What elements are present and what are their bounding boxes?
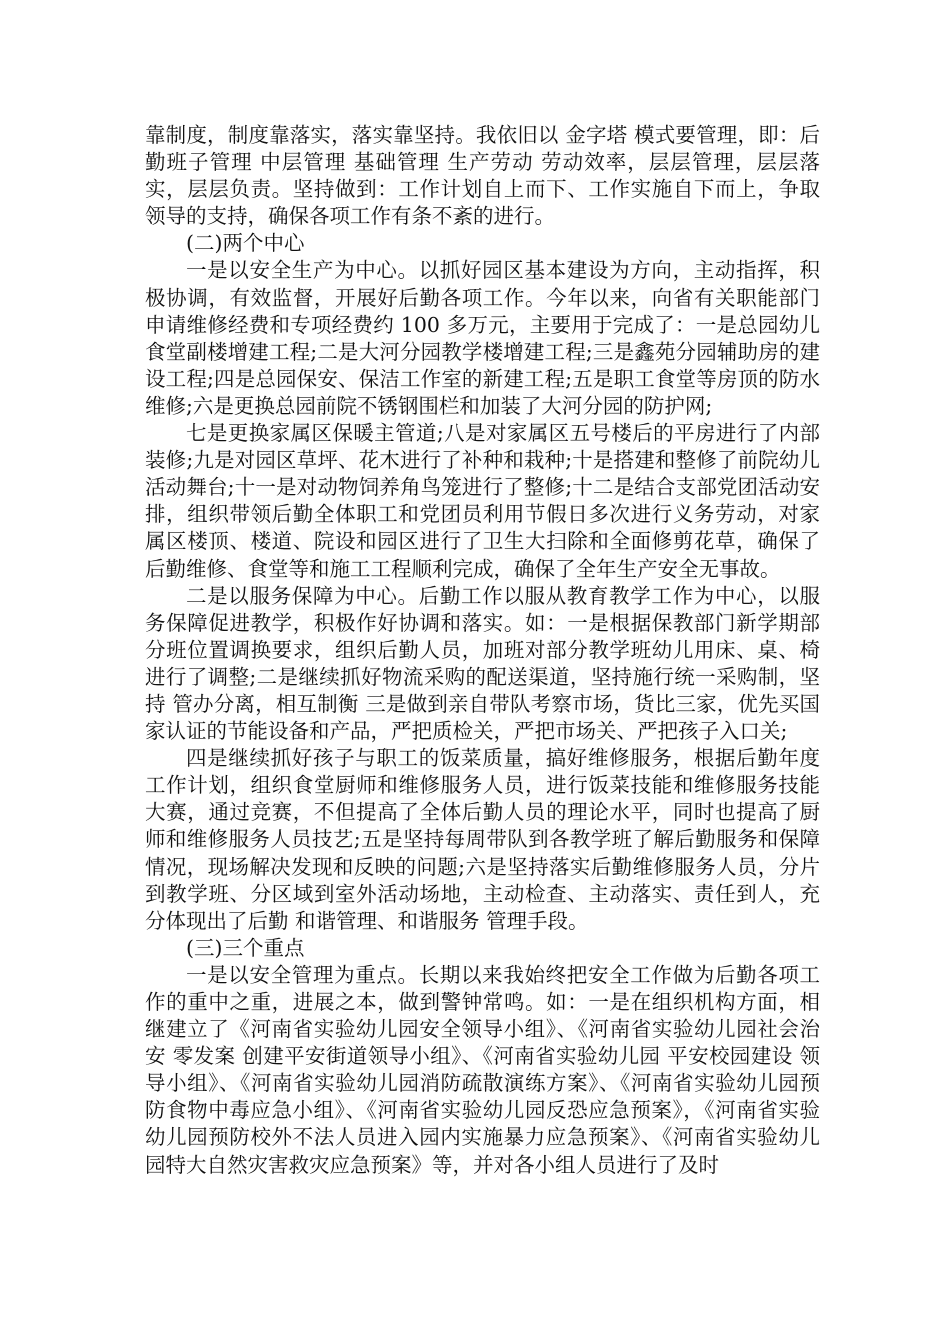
paragraph-safety-production: 一是以安全生产为中心。以抓好园区基本建设为方向，主动指挥，积极协调，有效监督，开展好后勤各项工作。今年以来，向省有关职能部门申请维修经费和专项经费约 100 多万元，主要用于完成了：一是总园幼儿食堂副楼增建工程;二是大河分园教学楼增建工程;三是鑫苑分园辅助房的建设工程;四是总园保安、保洁工作室的新建工程;五是职工食堂等房顶的防水维修;六是更换总园前院不锈钢围栏和加装了大河分园的防护网;: [145, 258, 820, 418]
paragraph-continuation: 靠制度，制度靠落实，落实靠坚持。我依旧以 金字塔 模式要管理，即：后勤班子管理 中层管理 基础管理 生产劳动 劳动效率，层层管理，层层落实，层层负责。坚持做到：工作计划自上而下、工作实施自下而上，争取领导的支持，确保各项工作有条不紊的进行。: [145, 123, 820, 229]
paragraph-safety-management: 一是以安全管理为重点。长期以来我始终把安全工作做为后勤各项工作的重中之重，进展之本，做到警钟常鸣。如：一是在组织机构方面，相继建立了《河南省实验幼儿园安全领导小组》、《河南省实验幼儿园社会治安 零发案 创建平安街道领导小组》、《河南省实验幼儿园 平安校园建设 领导小组》、《河南省实验幼儿园消防疏散演练方案》、《河南省实验幼儿园预防食物中毒应急小组》、《河南省实验幼儿园反恐应急预案》，《河南省实验幼儿园预防校外不法人员进入园内实施暴力应急预案》、《河南省实验幼儿园特大自然灾害救灾应急预案》等，并对各小组人员进行了及时: [145, 962, 820, 1177]
section-heading-two-centers: (二)两个中心: [186, 231, 305, 256]
document-body: [145, 122, 820, 1179]
paragraph-fourth-item: 四是继续抓好孩子与职工的饭菜质量，搞好维修服务，根据后勤年度工作计划，组织食堂厨师和维修服务人员，进行饭菜技能和维修服务技能大赛，通过竞赛，不但提高了全体后勤人员的理论水平，同时也提高了厨师和维修服务人员技艺;五是坚持每周带队到各教学班了解后勤服务和保障情况，现场解决发现和反映的问题;六是坚持落实后勤维修服务人员，分片到教学班、分区域到室外活动场地，主动检查、主动落实、责任到人，充分体现出了后勤 和谐管理、和谐服务 管理手段。: [145, 746, 820, 933]
paragraph-seventh-item: 七是更换家属区保暖主管道;八是对家属区五号楼后的平房进行了内部装修;九是对园区草坪、花木进行了补种和栽种;十是搭建和整修了前院幼儿活动舞台;十一是对动物饲养角鸟笼进行了整修;十二是结合支部党团活动安排，组织带领后勤全体职工和党团员利用节假日多次进行义务劳动，对家属区楼顶、楼道、院设和园区进行了卫生大扫除和全面修剪花草，确保了后勤维修、食堂等和施工工程顺利完成，确保了全年生产安全无事故。: [145, 421, 820, 581]
paragraph-service-guarantee: 二是以服务保障为中心。后勤工作以服从教育教学工作为中心，以服务保障促进教学，积极作好协调和落实。如：一是根据保教部门新学期部分班位置调换要求，组织后勤人员，加班对部分教学班幼儿用床、桌、椅进行了调整;二是继续抓好物流采购的配送渠道，坚持施行统一采购制，坚持 管办分离，相互制衡 三是做到亲自带队考察市场，货比三家，优先买国家认证的节能设备和产品，严把质检关，严把市场关、严把孩子入口关;: [145, 583, 820, 744]
section-heading-three-focuses: (三)三个重点: [186, 935, 305, 960]
